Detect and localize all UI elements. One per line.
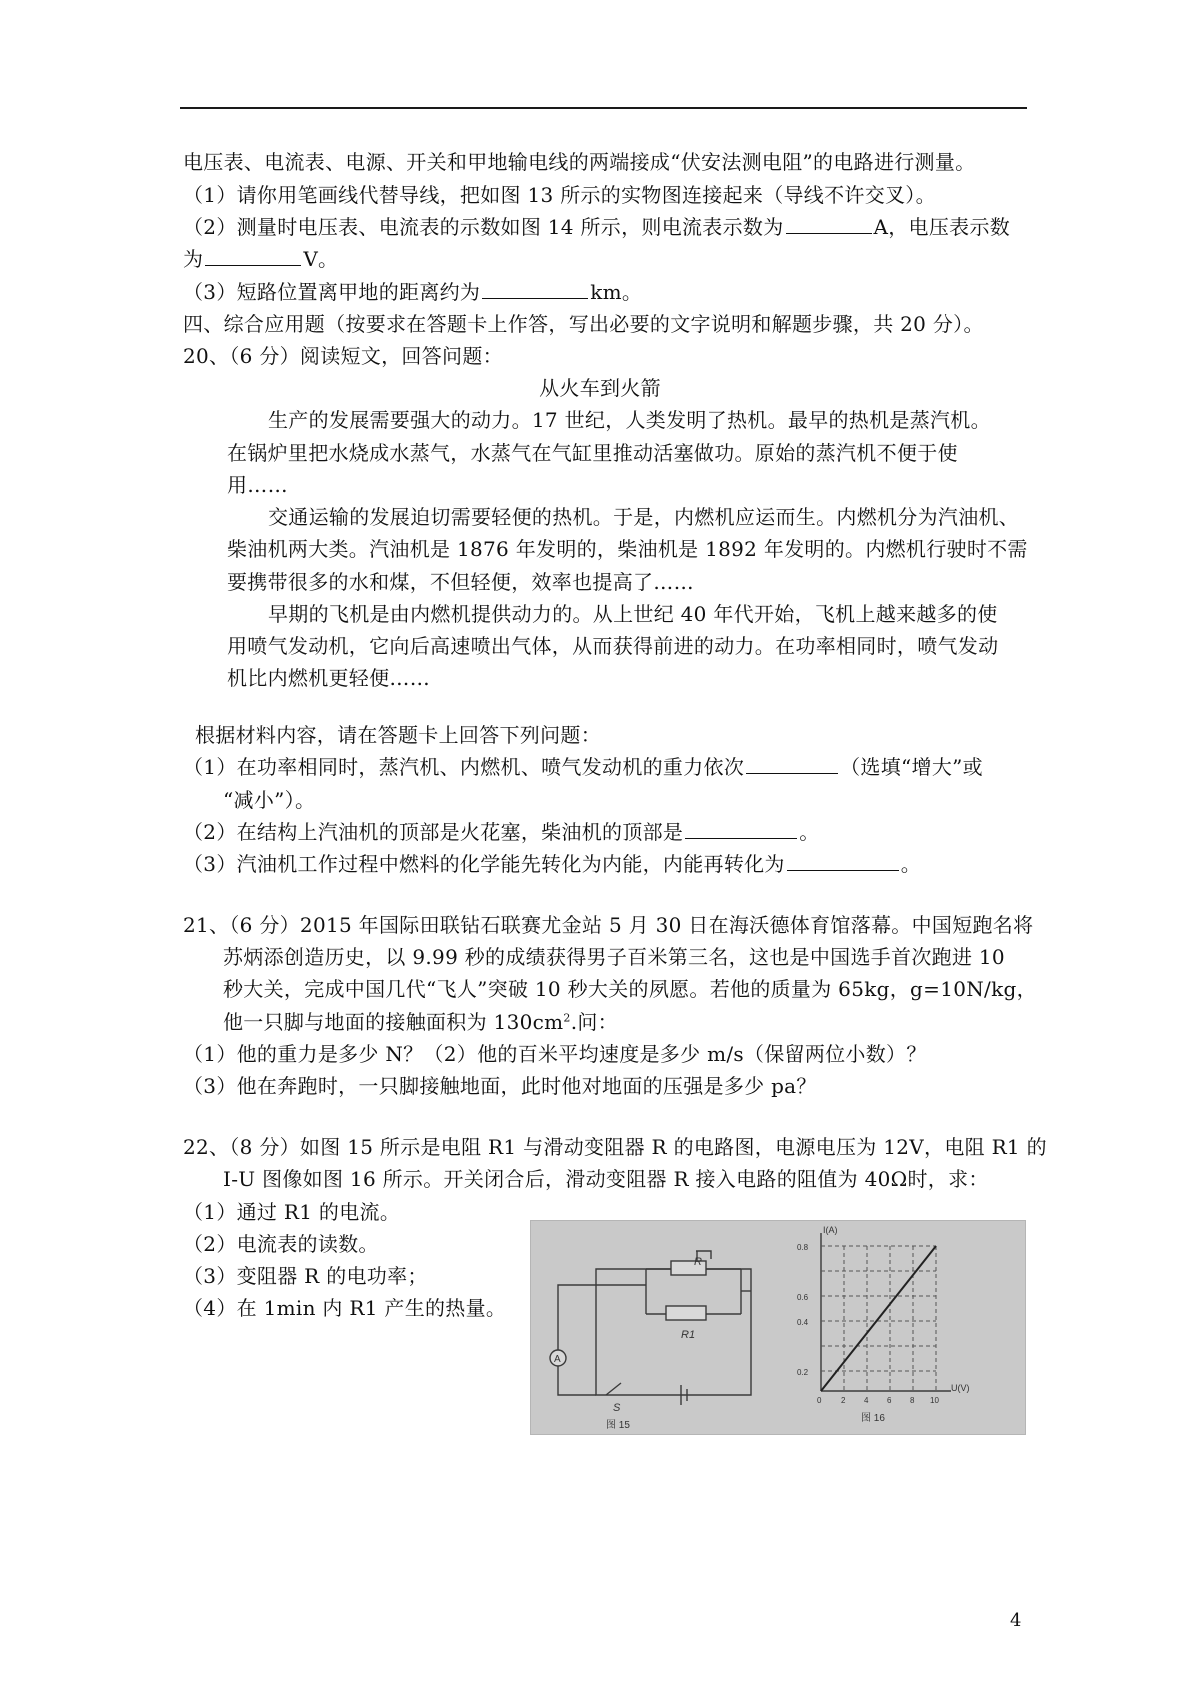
text-line	[183, 212, 1010, 242]
section-heading: 四、综合应用题（按要求在答题卡上作答，写出必要的文字说明和解题步骤，共 20 分）。	[183, 312, 984, 336]
question-text: （2）在结构上汽油机的顶部是火花塞，柴油机的顶部是	[183, 820, 684, 844]
article-line: 柴油机两大类。汽油机是 1876 年发明的，柴油机是 1892 年发明的。内燃机行驶时不需	[227, 537, 1028, 561]
question-text: （3）汽油机工作过程中燃料的化学能先转化为内能，内能再转化为	[183, 852, 785, 876]
question-text: （选填“增大”或	[840, 755, 983, 779]
caption-fig15: 图 15	[606, 1420, 630, 1431]
text-line: （1）请你用笔画线代替导线，把如图 13 所示的实物图连接起来（导线不许交叉）。	[183, 183, 936, 207]
answer-blank[interactable]	[787, 850, 899, 871]
question-text: V。	[303, 247, 339, 271]
answer-blank[interactable]	[685, 818, 797, 839]
text-line	[183, 752, 983, 782]
text-line: （4）在 1min 内 R1 产生的热量。	[183, 1296, 507, 1320]
text-line	[183, 277, 642, 307]
article-title: 从火车到火箭	[539, 376, 661, 400]
text-line: “减小”）。	[223, 788, 316, 812]
text-line: 秒大关，完成中国几代“飞人”突破 10 秒大关的夙愿。若他的质量为 65kg，g=10N/kg，	[223, 977, 1037, 1001]
text-line: 苏炳添创造历史，以 9.99 秒的成绩获得男子百米第三名，这也是中国选手首次跑进 10	[223, 945, 1005, 969]
article-line: 机比内燃机更轻便……	[227, 666, 430, 690]
label-s: S	[613, 1402, 621, 1414]
question-text: .问：	[570, 1010, 618, 1034]
resistor-r1-symbol	[666, 1306, 706, 1320]
question-text: km。	[590, 280, 643, 304]
text-line: I-U 图像如图 16 所示。开关闭合后，滑动变阻器 R 接入电路的阻值为 40Ω时，求：	[223, 1167, 989, 1191]
superscript: 2	[563, 1011, 571, 1025]
figure-svg	[531, 1221, 1025, 1434]
question-heading: 20、（6 分）阅读短文，回答问题：	[183, 344, 503, 368]
x-tick: 8	[910, 1396, 915, 1405]
circuit-and-graph-figure	[530, 1220, 1026, 1435]
text-line	[183, 244, 338, 274]
switch-symbol	[606, 1383, 621, 1395]
article-line: 早期的飞机是由内燃机提供动力的。从上世纪 40 年代开始，飞机上越来越多的使	[268, 602, 998, 626]
article-line: 要携带很多的水和煤，不但轻便，效率也提高了……	[227, 570, 694, 594]
question-text: 他一只脚与地面的接触面积为 130cm	[223, 1010, 564, 1034]
y-tick: 0.6	[797, 1293, 809, 1302]
question-text: （1）在功率相同时，蒸汽机、内燃机、喷气发动机的重力依次	[183, 755, 745, 779]
text-line: （1）他的重力是多少 N？（2）他的百米平均速度是多少 m/s（保留两位小数）？	[183, 1042, 927, 1066]
y-axis-label: I(A)	[823, 1225, 838, 1235]
article-line: 交通运输的发展迫切需要轻便的热机。于是，内燃机应运而生。内燃机分为汽油机、	[268, 505, 1020, 529]
question-text: 。	[799, 820, 820, 844]
iu-graph	[797, 1225, 970, 1424]
article-line: 在锅炉里把水烧成水蒸气，水蒸气在气缸里推动活塞做功。原始的蒸汽机不便于使	[227, 441, 958, 465]
question-text: （2）测量时电压表、电流表的示数如图 14 所示，则电流表示数为	[183, 215, 784, 239]
x-tick: 0	[817, 1396, 822, 1405]
question-text: 。	[900, 852, 922, 876]
article-line: 生产的发展需要强大的动力。17 世纪，人类发明了热机。最早的热机是蒸汽机。	[268, 408, 991, 432]
circuit-diagram	[550, 1251, 751, 1431]
text-line: 电压表、电流表、电源、开关和甲地输电线的两端接成“伏安法测电阻”的电路进行测量。	[183, 150, 976, 174]
text-line	[183, 817, 820, 847]
question-heading: 22、（8 分）如图 15 所示是电阻 R1 与滑动变阻器 R 的电路图，电源电压为 12V，电阻 R1 的	[183, 1135, 1047, 1159]
label-r1: R1	[681, 1329, 696, 1341]
x-tick: 6	[887, 1396, 892, 1405]
x-tick: 2	[841, 1396, 846, 1405]
text-line	[223, 1007, 618, 1037]
label-a: A	[554, 1354, 561, 1365]
answer-blank[interactable]	[786, 213, 872, 234]
text-line: （1）通过 R1 的电流。	[183, 1200, 401, 1224]
header-rule	[180, 107, 1027, 109]
text-line: （3）他在奔跑时，一只脚接触地面，此时他对地面的压强是多少 pa？	[183, 1074, 817, 1098]
question-heading: 21、（6 分）2015 年国际田联钻石联赛尤金站 5 月 30 日在海沃德体育馆落幕。中国短跑名将	[183, 913, 1034, 937]
y-tick: 0.4	[797, 1318, 809, 1327]
page-number: 4	[1010, 1610, 1022, 1631]
article-line: 用喷气发动机，它向后高速喷出气体，从而获得前进的动力。在功率相同时，喷气发动	[227, 634, 999, 658]
answer-blank[interactable]	[482, 278, 588, 299]
iu-line	[821, 1246, 936, 1391]
text-line: （3）变阻器 R 的电功率；	[183, 1264, 428, 1288]
caption-fig16: 图 16	[861, 1413, 885, 1424]
question-text: 为	[183, 247, 204, 271]
question-text: A，电压表示数	[873, 215, 1011, 239]
text-line: 根据材料内容，请在答题卡上回答下列问题：	[195, 723, 601, 747]
label-r: R	[694, 1256, 702, 1268]
text-line: （2）电流表的读数。	[183, 1232, 379, 1256]
y-tick: 0.8	[797, 1243, 809, 1252]
answer-blank[interactable]	[746, 753, 838, 774]
x-tick: 4	[864, 1396, 869, 1405]
question-text: （3）短路位置离甲地的距离约为	[183, 280, 481, 304]
text-line	[183, 849, 921, 879]
answer-blank[interactable]	[205, 245, 301, 266]
x-tick: 10	[930, 1396, 939, 1405]
article-line: 用……	[227, 473, 288, 497]
x-axis-label: U(V)	[951, 1383, 970, 1393]
y-tick: 0.2	[797, 1368, 809, 1377]
